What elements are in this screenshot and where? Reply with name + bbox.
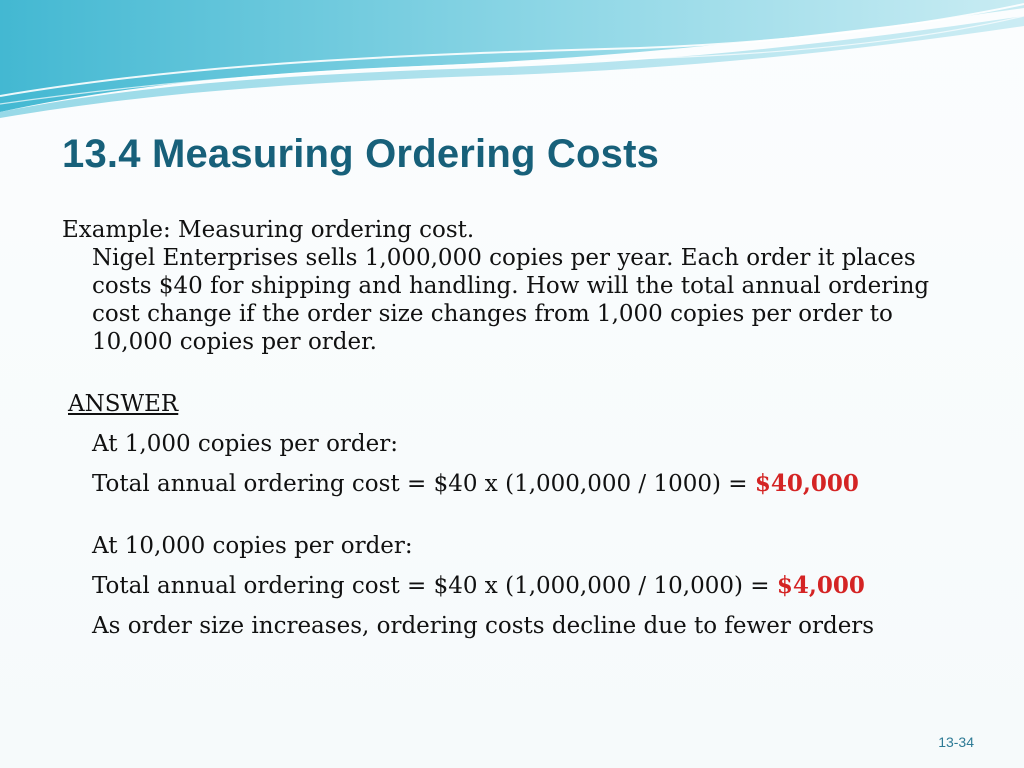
conclusion: As order size increases, ordering costs decline due to fewer orders xyxy=(92,613,875,639)
case2-calculation xyxy=(62,572,962,600)
answer-label: ANSWER xyxy=(68,391,179,417)
case1-intro: At 1,000 copies per order: xyxy=(92,431,399,457)
slide-title: 13.4 Measuring Ordering Costs xyxy=(62,132,660,176)
case2-result: $4,000 xyxy=(776,572,865,599)
example-paragraph: Nigel Enterprises sells 1,000,000 copies per year. Each order it places costs $40 for shipping and handling. How will the total annual ordering cost change if the order size changes from 1,000 copies per order to 10,000 copies per order. xyxy=(92,245,930,355)
case2-formula: Total annual ordering cost = $40 x (1,000,000 / 10,000) = xyxy=(92,573,777,599)
case2-intro: At 10,000 copies per order: xyxy=(92,533,413,559)
spacer xyxy=(62,560,962,572)
spacer xyxy=(62,458,962,470)
case1-calculation xyxy=(62,470,962,498)
header-wave-decoration xyxy=(0,0,1024,120)
slide-number: 13-34 xyxy=(938,734,974,750)
spacer xyxy=(62,498,962,532)
case1-result: $40,000 xyxy=(754,470,859,497)
spacer xyxy=(62,418,962,430)
case1-formula: Total annual ordering cost = $40 x (1,000,000 / 1000) = xyxy=(92,471,755,497)
spacer xyxy=(62,356,962,390)
slide-body xyxy=(62,216,962,640)
example-heading: Example: Measuring ordering cost. xyxy=(62,217,475,243)
spacer xyxy=(62,600,962,612)
